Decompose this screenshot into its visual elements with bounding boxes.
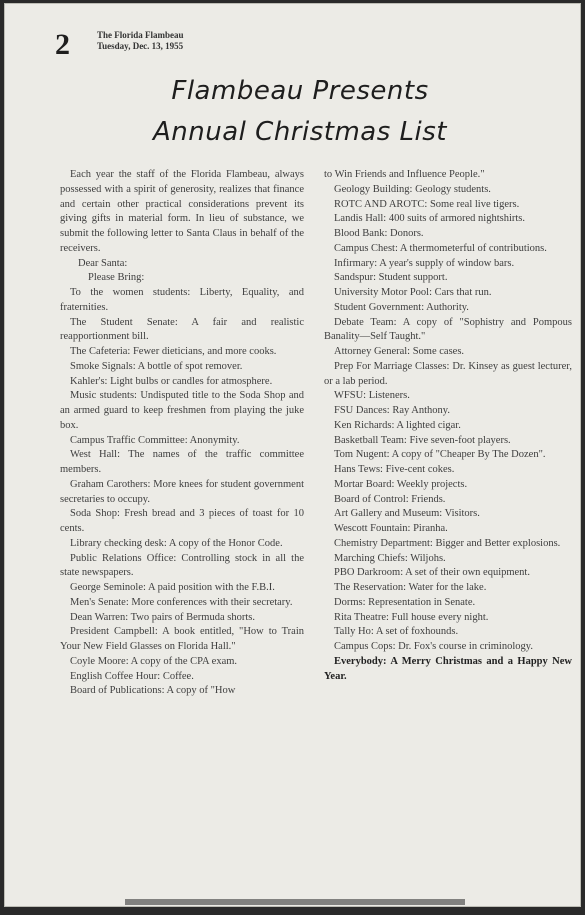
article-paragraph: Kahler's: Light bulbs or candles for atmosphere. [70,375,273,387]
article-paragraph: Geology Building: Geology students. [334,183,491,195]
article-paragraph: Each year the staff of the Florida Flambeau, always possessed with a spirit of generosity, realizes that finance and certain other practical considerations prevent its giving gifts in material form. In lieu of substance, we submit the following letter to Santa Claus in behalf of the receivers. [60,169,304,254]
article-paragraph: Attorney General: Some cases. [334,346,465,357]
headline-line-1: Flambeau Presents [171,76,429,106]
article-paragraph: Rita Theatre: Full house every night. [334,611,489,623]
article-paragraph: Ken Richards: A lighted cigar. [334,419,461,431]
article-paragraph: Smoke Signals: A bottle of spot remover. [70,360,243,372]
article-right-column [324,168,572,684]
article-paragraph: Public Relations Office: Controlling stock in all the state newspapers. [60,552,304,579]
article-paragraph: Tally Ho: A set of foxhounds. [334,626,459,638]
article-paragraph: FSU Dances: Ray Anthony. [334,405,450,416]
article-paragraph: Coyle Moore: A copy of the CPA exam. [70,655,238,667]
article-paragraph: Prep For Marriage Classes: Dr. Kinsey as guest lecturer, or a lab period. [324,360,572,387]
article-paragraph: Graham Carothers: More knees for student government secretaries to occupy. [60,478,304,505]
article-paragraph: Hans Tews: Five-cent cokes. [334,464,455,475]
article-paragraph: Infirmary: A year's supply of window bars. [334,257,515,269]
page-number: 2 [55,28,70,61]
article-paragraph: Men's Senate: More conferences with their secretary. [70,596,293,608]
article-paragraph: Soda Shop: Fresh bread and 3 pieces of toast for 10 cents. [60,508,304,534]
newspaper-page [4,3,581,907]
article-paragraph: WFSU: Listeners. [334,390,410,402]
article-paragraph: Wescott Fountain: Piranha. [334,523,448,534]
article-paragraph: Campus Traffic Committee: Anonymity. [70,434,240,446]
article-paragraph: The Reservation: Water for the lake. [334,582,487,593]
article-paragraph: Board of Publications: A copy of "How [70,685,236,697]
article-paragraph: West Hall: The names of the traffic committee members. [60,449,304,475]
issue-date: Tuesday, Dec. 13, 1955 [97,41,184,51]
article-paragraph: Basketball Team: Five seven-foot players. [334,434,511,446]
article-paragraph: George Seminole: A paid position with the F.B.I. [70,582,275,593]
article-paragraph: Board of Control: Friends. [334,493,446,505]
article-paragraph: Marching Chiefs: Wiljohs. [334,552,446,564]
article-paragraph: Library checking desk: A copy of the Honor Code. [70,537,283,549]
article-paragraph: Tom Nugent: A copy of "Cheaper By The Dozen". [334,449,546,461]
article-paragraph: Blood Bank: Donors. [334,228,424,239]
article-paragraph: Student Government: Authority. [334,301,469,313]
article-paragraph: Dear Santa: [78,257,128,269]
article-paragraph: Sandspur: Student support. [334,272,448,284]
article-paragraph: PBO Darkroom: A set of their own equipment. [334,567,530,579]
article-paragraph: The Cafeteria: Fewer dieticians, and more cooks. [70,346,277,357]
article-paragraph: Music students: Undisputed title to the Soda Shop and an armed guard to keep freshmen from playing the juke box. [60,390,304,431]
article-paragraph: Everybody: A Merry Christmas and a Happy New Year. [324,655,572,682]
adjacent-column-edge [578,544,581,899]
article-paragraph: Campus Cops: Dr. Fox's course in criminology. [334,641,533,652]
article-paragraph: The Student Senate: A fair and realistic reapportionment bill. [60,316,304,343]
article-paragraph: Dean Warren: Two pairs of Bermuda shorts. [70,611,255,623]
article-paragraph: ROTC AND AROTC: Some real live tigers. [334,198,520,210]
article-paragraph: Campus Chest: A thermometerful of contributions. [334,242,547,254]
masthead [97,30,184,52]
article-paragraph: Dorms: Representation in Senate. [334,596,476,608]
article-paragraph: To the women students: Liberty, Equality, and fraternities. [60,287,304,313]
article-paragraph: Art Gallery and Museum: Visitors. [334,508,480,520]
headline-line-2: Annual Christmas List [153,117,447,147]
article-left-column [60,168,304,699]
article-paragraph: Chemistry Department: Bigger and Better explosions. [334,537,561,549]
article-paragraph: to Win Friends and Influence People." [324,169,485,180]
article-paragraph: English Coffee Hour: Coffee. [70,670,194,682]
article-paragraph: Debate Team: A copy of "Sophistry and Pompous Banality—Self Taught." [324,316,572,343]
article-paragraph: Please Bring: [88,272,145,284]
article-paragraph: University Motor Pool: Cars that run. [334,287,492,298]
article-paragraph: Mortar Board: Weekly projects. [334,478,468,490]
article-paragraph: Landis Hall: 400 suits of armored nightshirts. [334,213,526,225]
article-paragraph: President Campbell: A book entitled, "How to Train Your New Field Glasses on Florida Hall." [60,626,304,652]
paper-name: The Florida Flambeau [97,30,184,40]
bottom-rule [125,899,465,905]
